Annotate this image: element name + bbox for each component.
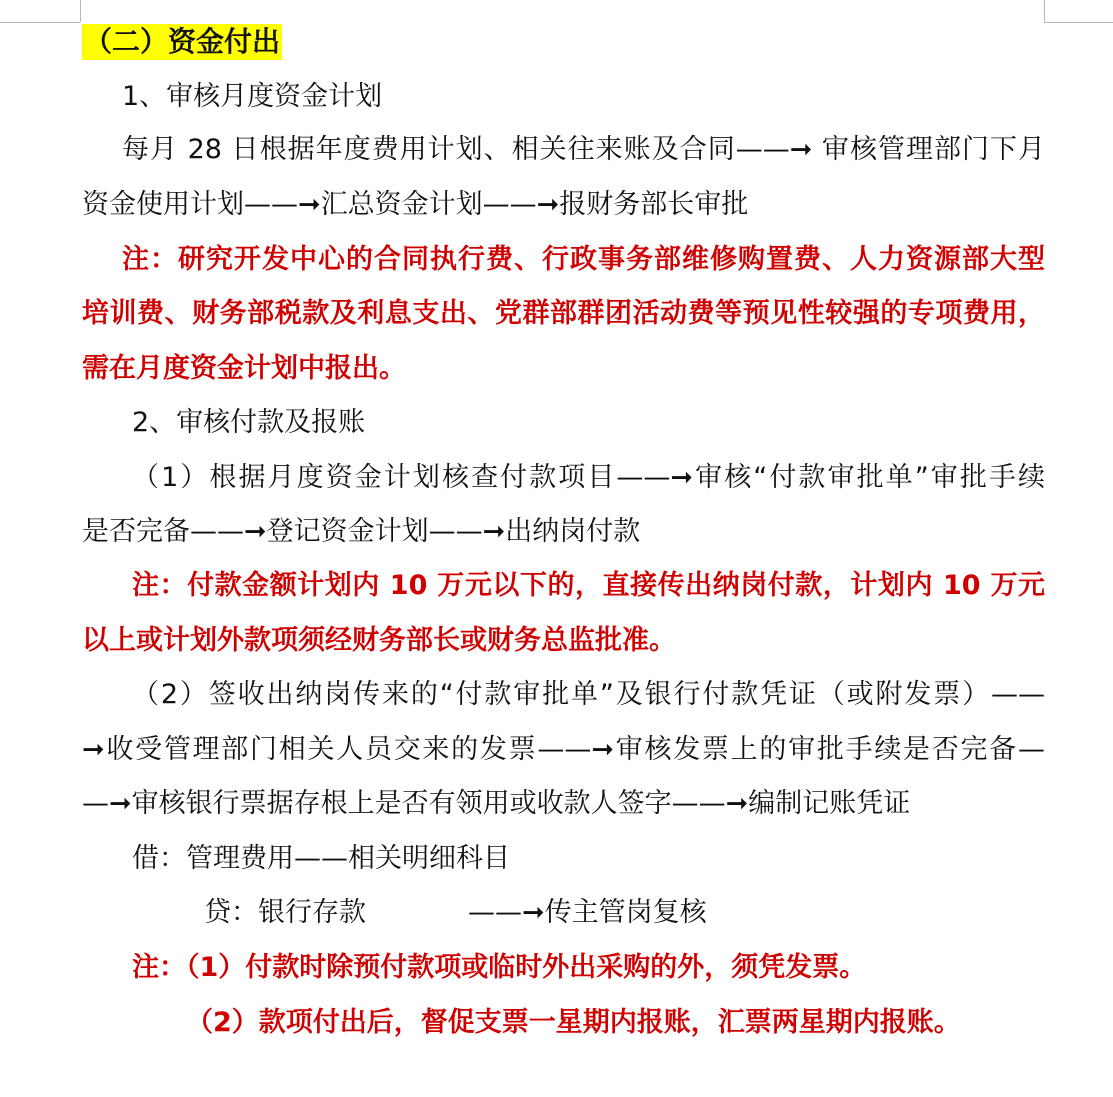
- credit-entry: 贷：银行存款: [204, 897, 366, 928]
- item2-step2-line3: —➞审核银行票据存根上是否有领用或收款人签字——➞编制记账凭证: [82, 788, 911, 819]
- item2-step2-line2: ➞收受管理部门相关人员交来的发票——➞审核发票上的审批手续是否完备—: [82, 734, 1045, 765]
- item1-note-2: [82, 296, 1045, 332]
- item1-flow-line1: 每月 28 日根据年度费用计划、相关往来账及合同——➞ 审核管理部门下月: [122, 134, 1045, 165]
- item2-note1-line1: 注：付款金额计划内 10 万元以下的，直接传出纳岗付款，计划内 10 万元: [132, 570, 1045, 601]
- item2-title: 2、审核付款及报账: [132, 407, 366, 438]
- item1-flow: [82, 132, 1045, 168]
- item2-note2-line2: （2）款项付出后，督促支票一星期内报账，汇票两星期内报账。: [186, 1007, 961, 1038]
- item2-note1: [82, 568, 1045, 604]
- item2-step2: [82, 677, 1045, 713]
- item1-note-line2: 培训费、财务部税款及利息支出、党群部群团活动费等预见性较强的专项费用，: [82, 298, 1045, 329]
- debit-entry: 借：管理费用——相关明细科目: [132, 843, 510, 874]
- item1-note-line3: 需在月度资金计划中报出。: [82, 353, 406, 384]
- section-heading: （二）资金付出: [84, 25, 281, 58]
- item2-note1-line2: 以上或计划外款项须经财务部长或财务总监批准。: [82, 625, 676, 656]
- item1-title: 1、审核月度资金计划: [122, 81, 383, 112]
- item2-step2-2: [82, 732, 1045, 768]
- item2-note2-line1: 注：（1）付款时除预付款项或临时外出采购的外，须凭发票。: [132, 952, 867, 983]
- crop-mark-top-right-vertical: [1044, 0, 1045, 22]
- crop-mark-top-left-vertical: [80, 0, 81, 22]
- item2-step1-line2: 是否完备——➞登记资金计划——➞出纳岗付款: [82, 516, 641, 547]
- credit-flow: ——➞传主管岗复核: [468, 897, 707, 928]
- crop-mark-top-right-horizontal: [1044, 22, 1113, 23]
- item2-step1-line1: （1）根据月度资金计划核查付款项目——➞审核“付款审批单”审批手续: [132, 462, 1045, 493]
- item2-step1: [82, 460, 1045, 496]
- item1-note-line1: 注：研究开发中心的合同执行费、行政事务部维修购置费、人力资源部大型: [122, 244, 1045, 275]
- item1-flow-line2: 资金使用计划——➞汇总资金计划——➞报财务部长审批: [82, 189, 749, 220]
- item1-note: [82, 242, 1045, 278]
- item2-step2-line1: （2）签收出纳岗传来的“付款审批单”及银行付款凭证（或附发票）——: [132, 679, 1045, 710]
- crop-mark-top-left-horizontal: [0, 22, 80, 23]
